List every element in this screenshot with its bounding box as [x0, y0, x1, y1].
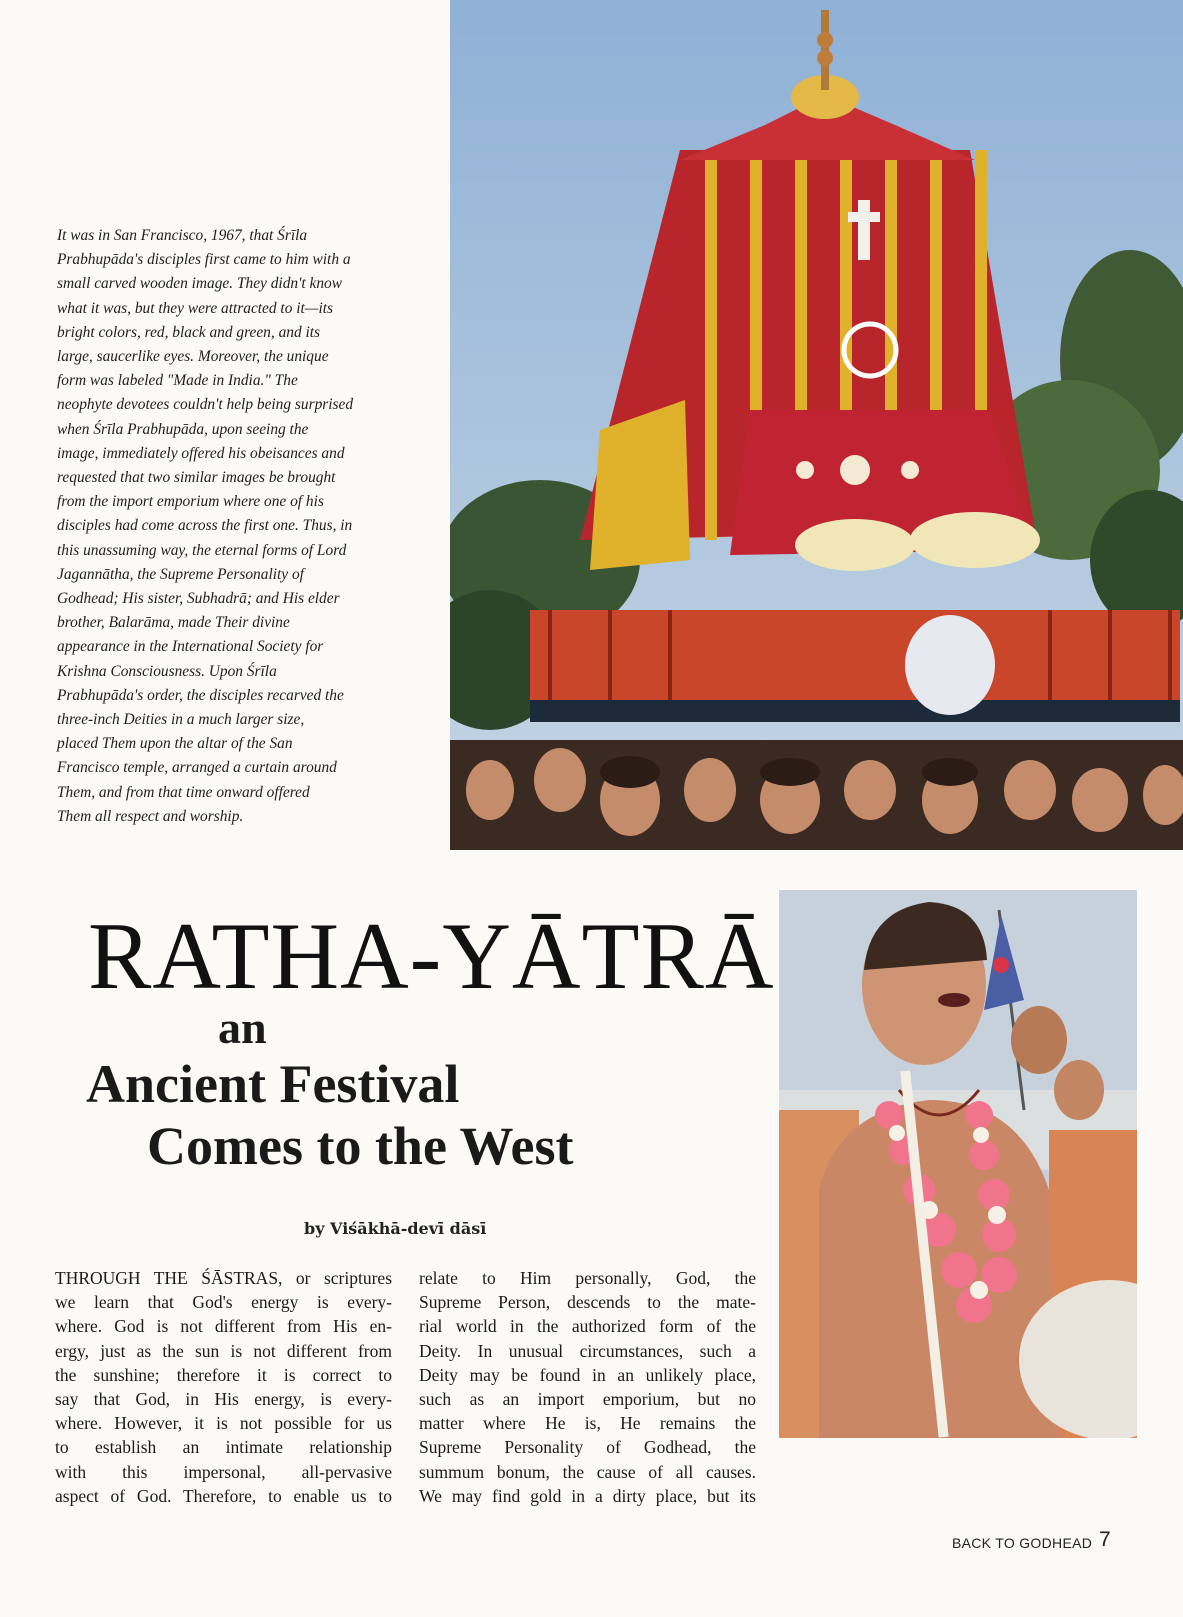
- subtitle-line-2: Ancient Festival: [86, 1054, 460, 1114]
- body-line: say that God, in His energy, is every-: [55, 1389, 392, 1410]
- page-number: 7: [1099, 1528, 1111, 1551]
- subtitle-line-1: an: [218, 1002, 267, 1053]
- caption-line: from the import emporium where one of his: [57, 493, 324, 511]
- body-line: We may find gold in a dirty place, but its: [419, 1485, 756, 1506]
- caption-line: when Śrīla Prabhupāda, upon seeing the: [57, 420, 309, 438]
- body-line: Deity. In unusual circumstances, such a: [419, 1340, 756, 1361]
- body-line: rial world in the authorized form of the: [419, 1316, 756, 1337]
- body-line: aspect of God. Therefore, to enable us to: [55, 1485, 392, 1506]
- chariot-photo: [450, 0, 1183, 850]
- caption-line: Godhead; His sister, Subhadrā; and His elder: [57, 590, 340, 608]
- body-line: Supreme Personality of Godhead, the: [419, 1437, 756, 1458]
- caption-line: requested that two similar images be brought: [57, 469, 336, 487]
- body-line: matter where He is, He remains the: [419, 1413, 756, 1434]
- body-column-1: [55, 1266, 392, 1508]
- caption-line: form was labeled "Made in India." The: [57, 372, 298, 390]
- caption-line: Jagannātha, the Supreme Personality of: [57, 565, 304, 583]
- body-line: ergy, just as the sun is not different from: [55, 1340, 392, 1361]
- photo-caption: [57, 224, 397, 829]
- caption-line: Them, and from that time onward offered: [57, 783, 310, 801]
- body-line: with this impersonal, all-pervasive: [55, 1461, 392, 1482]
- body-line: to establish an intimate relationship: [55, 1437, 392, 1458]
- caption-line: neophyte devotees couldn't help being surprised: [57, 396, 354, 414]
- caption-line: Them all respect and worship.: [57, 807, 244, 825]
- article-title: RATHA-YĀTRĀ: [88, 903, 775, 1009]
- caption-line: what it was, but they were attracted to it—its: [57, 299, 334, 317]
- caption-line: Prabhupāda's order, the disciples recarved the: [57, 686, 344, 704]
- caption-line: three-inch Deities in a much larger size,: [57, 711, 305, 729]
- caption-line: bright colors, red, black and green, and its: [57, 323, 321, 341]
- caption-line: It was in San Francisco, 1967, that Śrīla: [57, 227, 308, 244]
- caption-line: appearance in the International Society for: [57, 638, 324, 656]
- body-line: we learn that God's energy is every-: [55, 1292, 392, 1313]
- caption-line: large, saucerlike eyes. Moreover, the unique: [57, 348, 329, 366]
- body-column-2: [419, 1266, 756, 1508]
- caption-line: Prabhupāda's disciples first came to him with a: [57, 251, 351, 269]
- caption-line: this unassuming way, the eternal forms of Lord: [57, 541, 347, 559]
- body-line: where. However, it is not possible for us: [55, 1413, 392, 1434]
- body-line: the sunshine; therefore it is correct to: [55, 1364, 392, 1385]
- caption-line: image, immediately offered his obeisances and: [57, 444, 345, 462]
- devotee-photo: [779, 890, 1137, 1438]
- body-line: Supreme Person, descends to the mate-: [419, 1292, 756, 1313]
- caption-line: disciples had come across the first one. Thus, in: [57, 517, 353, 535]
- body-line: relate to Him personally, God, the: [419, 1268, 756, 1288]
- caption-line: brother, Balarāma, made Their divine: [57, 614, 290, 632]
- body-line: such as an import emporium, but no: [419, 1389, 756, 1410]
- body-line: where. God is not different from His en-: [55, 1316, 392, 1337]
- magazine-name: BACK TO GODHEAD: [952, 1535, 1093, 1551]
- body-line: THROUGH THE ŚĀSTRAS, or scriptures: [55, 1268, 392, 1288]
- byline: by Viśākhā-devī dāsī: [304, 1219, 487, 1238]
- body-line: summum bonum, the cause of all causes.: [419, 1461, 756, 1482]
- body-line: Deity may be found in an unlikely place,: [419, 1364, 756, 1385]
- subtitle-line-3: Comes to the West: [147, 1116, 574, 1176]
- caption-line: Francisco temple, arranged a curtain around: [57, 759, 337, 777]
- caption-line: Krishna Consciousness. Upon Śrīla: [57, 662, 277, 680]
- caption-line: small carved wooden image. They didn't know: [57, 275, 342, 293]
- caption-line: placed Them upon the altar of the San: [57, 735, 293, 753]
